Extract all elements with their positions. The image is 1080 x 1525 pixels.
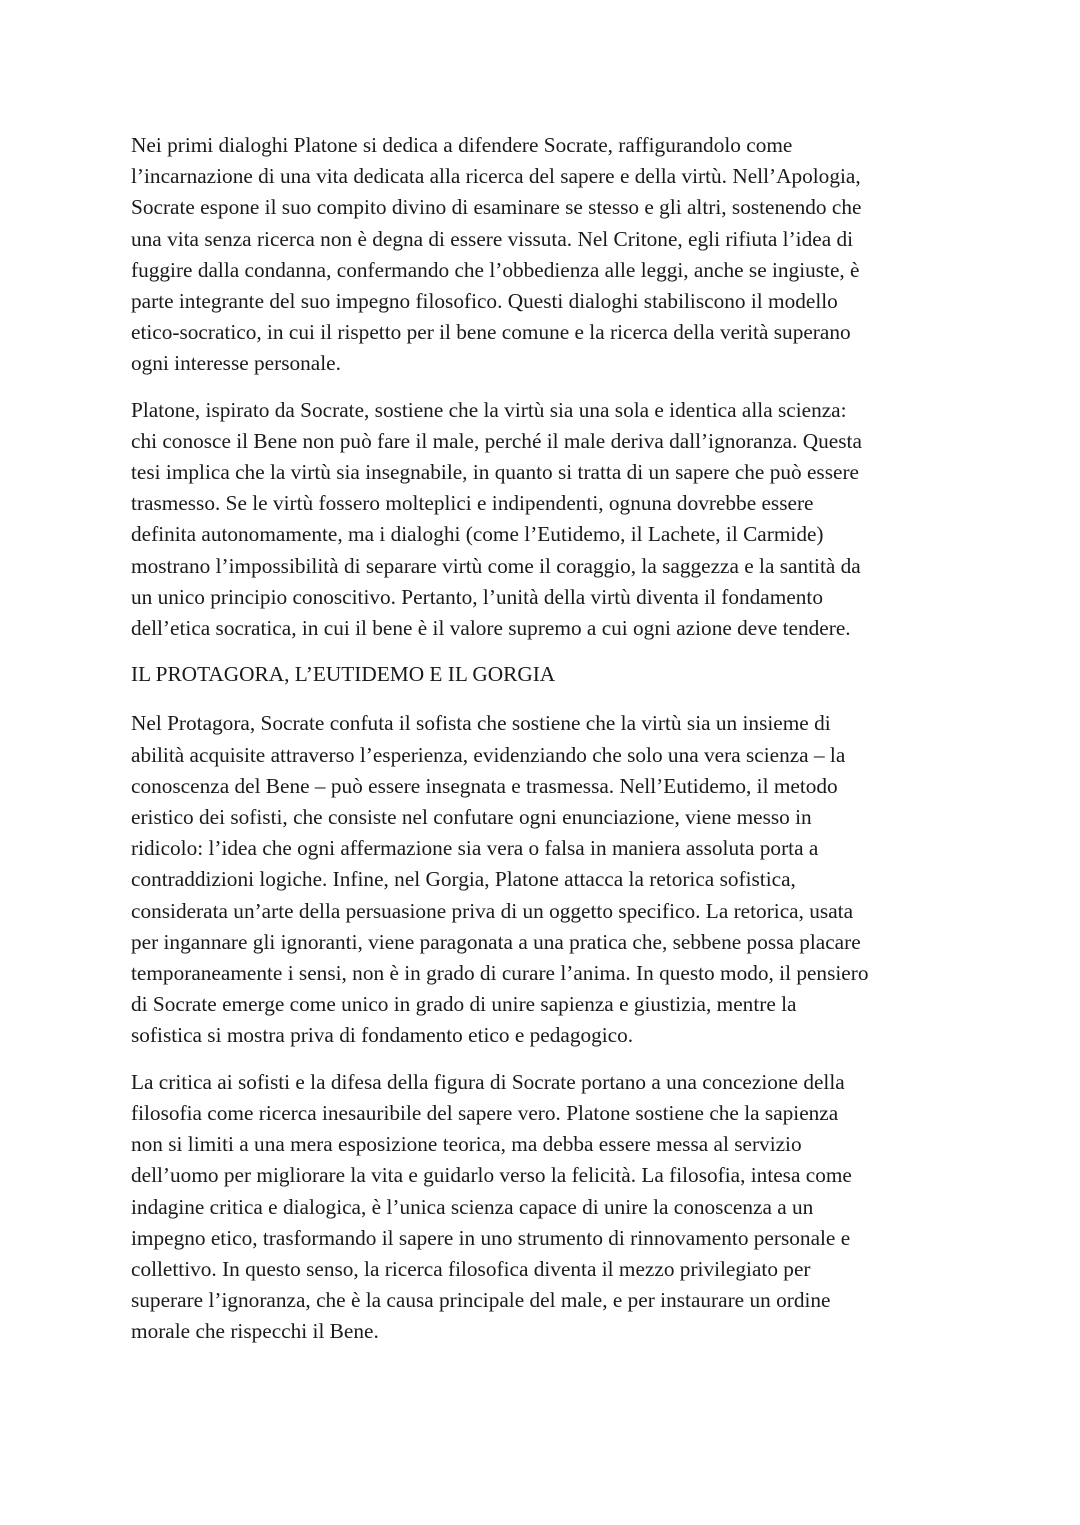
- text-line: trasmesso. Se le virtù fossero molteplici e indipendenti, ognuna dovrebbe essere: [131, 491, 814, 516]
- text-line: contraddizioni logiche. Infine, nel Gorgia, Platone attacca la retorica sofistica,: [131, 867, 796, 892]
- text-line: conoscenza del Bene – può essere insegnata e trasmessa. Nell’Eutidemo, il metodo: [131, 773, 838, 798]
- text-line: eristico dei sofisti, che consiste nel confutare ogni enunciazione, viene messo in: [131, 805, 812, 830]
- text-line: filosofia come ricerca inesauribile del sapere vero. Platone sostiene che la sapienza: [131, 1100, 839, 1125]
- paragraph-critica-sofisti: [131, 1067, 951, 1348]
- text-line: dell’uomo per migliorare la vita e guidarlo verso la felicità. La filosofia, intesa come: [131, 1163, 852, 1188]
- text-line: Platone, ispirato da Socrate, sostiene che la virtù sia una sola e identica alla scienza:: [131, 397, 847, 422]
- text-line: sofistica si mostra priva di fondamento etico e pedagogico.: [131, 1023, 634, 1048]
- text-line: chi conosce il Bene non può fare il male, perché il male deriva dall’ignoranza. Questa: [131, 428, 862, 453]
- text-line: etico-socratico, in cui il rispetto per il bene comune e la ricerca della verità superano: [131, 320, 851, 345]
- text-line: collettivo. In questo senso, la ricerca filosofica diventa il mezzo privilegiato per: [131, 1256, 811, 1281]
- text-line: mostrano l’impossibilità di separare virtù come il coraggio, la saggezza e la santità da: [131, 553, 861, 578]
- section-heading: IL PROTAGORA, L’EUTIDEMO E IL GORGIA: [131, 662, 556, 687]
- text-line: per ingannare gli ignoranti, viene paragonata a una pratica che, sebbene possa placare: [131, 929, 861, 954]
- text-line: parte integrante del suo impegno filosofico. Questi dialoghi stabiliscono il modello: [131, 289, 838, 314]
- text-line: superare l’ignoranza, che è la causa principale del male, e per instaurare un ordine: [131, 1288, 831, 1313]
- text-line: ridicolo: l’idea che ogni affermazione sia vera o falsa in maniera assoluta porta a: [131, 836, 819, 861]
- text-line: l’incarnazione di una vita dedicata alla ricerca del sapere e della virtù. Nell’Apologia,: [131, 164, 861, 189]
- text-line: ogni interesse personale.: [131, 351, 341, 376]
- document-page: [131, 130, 951, 1363]
- paragraph-protagora-eutidemo-gorgia: [131, 708, 951, 1051]
- text-line: temporaneamente i sensi, non è in grado di curare l’anima. In questo modo, il pensiero: [131, 961, 869, 986]
- text-line: abilità acquisite attraverso l’esperienza, evidenziando che solo una vera scienza – la: [131, 742, 846, 767]
- text-line: fuggire dalla condanna, confermando che l’obbedienza alle leggi, anche se ingiuste, è: [131, 257, 860, 282]
- text-line: Socrate espone il suo compito divino di esaminare se stesso e gli altri, sostenendo che: [131, 195, 862, 220]
- text-line: indagine critica e dialogica, è l’unica scienza capace di unire la conoscenza a un: [131, 1194, 814, 1219]
- text-line: morale che rispecchi il Bene.: [131, 1319, 379, 1344]
- text-line: definita autonomamente, ma i dialoghi (come l’Eutidemo, il Lachete, il Carmide): [131, 522, 824, 547]
- text-line: un unico principio conoscitivo. Pertanto, l’unità della virtù diventa il fondamento: [131, 584, 823, 609]
- text-line: impegno etico, trasformando il sapere in uno strumento di rinnovamento personale e: [131, 1225, 851, 1250]
- text-line: dell’etica socratica, in cui il bene è il valore supremo a cui ogni azione deve tendere.: [131, 616, 851, 641]
- text-line: Nel Protagora, Socrate confuta il sofista che sostiene che la virtù sia un insieme di: [131, 711, 831, 736]
- text-line: Nei primi dialoghi Platone si dedica a difendere Socrate, raffigurandolo come: [131, 133, 793, 157]
- paragraph-apologia-critone: [131, 130, 951, 380]
- text-line: non si limiti a una mera esposizione teorica, ma debba essere messa al servizio: [131, 1132, 802, 1157]
- text-line: tesi implica che la virtù sia insegnabile, in quanto si tratta di un sapere che può essere: [131, 460, 860, 485]
- paragraph-unita-virtu: [131, 395, 951, 645]
- text-line: una vita senza ricerca non è degna di essere vissuta. Nel Critone, egli rifiuta l’idea di: [131, 226, 854, 251]
- text-line: considerata un’arte della persuasione priva di un oggetto specifico. La retorica, usata: [131, 898, 854, 923]
- text-line: La critica ai sofisti e la difesa della figura di Socrate portano a una concezione della: [131, 1069, 845, 1094]
- text-line: di Socrate emerge come unico in grado di unire sapienza e giustizia, mentre la: [131, 992, 797, 1017]
